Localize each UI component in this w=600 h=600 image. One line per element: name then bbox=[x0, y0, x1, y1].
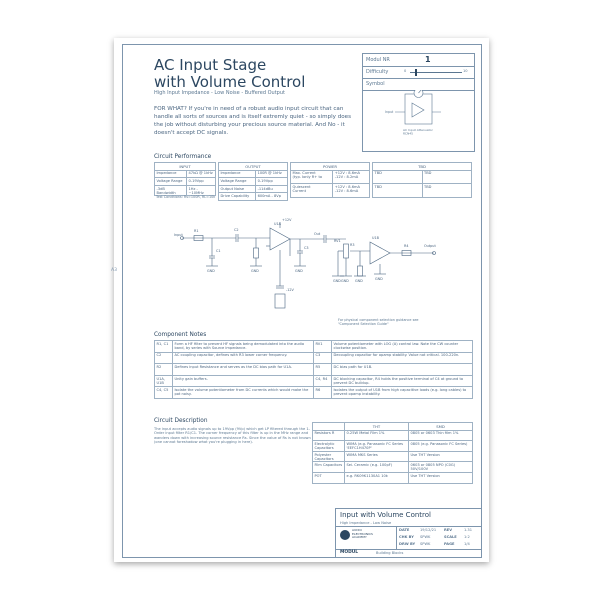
schematic-label: RV1 bbox=[334, 239, 341, 243]
document-sheet bbox=[111, 38, 489, 562]
tbd-table bbox=[372, 162, 472, 198]
input-table bbox=[154, 162, 216, 196]
schematic-label: U1B bbox=[372, 236, 379, 240]
note-text: Form a HF filter to prevent HF signals being demodulated into the audio band, by series with Source impedance. bbox=[173, 341, 314, 353]
schematic-label: GND bbox=[295, 269, 303, 273]
notes-row bbox=[155, 375, 473, 387]
parts-cell: 0603 or 0805 NPO (C0G) 50V/100V bbox=[409, 462, 473, 473]
schematic-label: R1 bbox=[194, 229, 199, 233]
cell: Voltage Range bbox=[155, 178, 187, 186]
cell: Quiescent Current bbox=[291, 184, 333, 198]
notes-heading: Component Notes bbox=[154, 332, 207, 338]
note-text: DC bias path for U1B. bbox=[332, 364, 473, 376]
cell: Impedance bbox=[219, 170, 256, 178]
rev-label: REV bbox=[444, 528, 453, 532]
note-text: AC coupling capacitor, defines with R3 lower corner frequency. bbox=[173, 352, 314, 364]
note-ref: C4, R4 bbox=[314, 375, 332, 387]
cell: 1Hz - ~10MHz bbox=[187, 185, 216, 196]
scale-label: SCALE bbox=[444, 535, 457, 539]
intro-paragraph: FOR WHAT? If you're in need of a robust audio input circuit that can handle all sorts of sources and is itself extremly quiet - so simply does the job without disturbing your precious source material. And No - it doesn't accept DC signals. bbox=[154, 106, 352, 136]
schematic-label: C3 bbox=[304, 246, 309, 250]
parts-cell: e.g. RK09K1130A1 10k bbox=[345, 472, 409, 483]
parts-header: SMD bbox=[409, 423, 473, 431]
drw-label: DRW BY bbox=[399, 542, 416, 546]
schematic-label: R3 bbox=[350, 243, 355, 247]
schematic-label: GND bbox=[333, 279, 341, 283]
cell: 600mA - 8Vp bbox=[256, 193, 288, 201]
note-ref: C4, C5 bbox=[155, 387, 173, 399]
note-ref: U1A, U1B bbox=[155, 375, 173, 387]
parts-table bbox=[312, 422, 473, 484]
input-header: INPUT bbox=[155, 163, 216, 171]
schematic-label: U1A bbox=[274, 222, 281, 226]
parts-cell: WIMA (e.g. Panasonic FC Series 'EEFC1H470P' bbox=[345, 441, 409, 452]
note-ref: R5 bbox=[314, 364, 332, 376]
module-meta-box bbox=[362, 53, 475, 152]
note-text: Unity gain buffers. bbox=[173, 375, 314, 387]
notes-row bbox=[155, 352, 473, 364]
parts-header bbox=[313, 423, 345, 431]
schematic-label: C2 bbox=[234, 228, 239, 232]
note-text: Decoupling capacitor for opamp stability. Value not critical. 100-220n. bbox=[332, 352, 473, 364]
title-line-1: AC Input Stage bbox=[154, 56, 267, 74]
cell: TBD bbox=[422, 170, 472, 184]
cell: Impedance bbox=[155, 170, 187, 178]
output-header: OUTPUT bbox=[219, 163, 288, 171]
cell: Output Noise bbox=[219, 185, 256, 193]
note-text: Isolates the output of U1B from high capacitive loads (e.g. long cables) to prevent opamp instability. bbox=[332, 387, 473, 399]
cell: Drive Capability bbox=[219, 193, 256, 201]
parts-row bbox=[313, 430, 473, 441]
symbol-label: Symbol bbox=[366, 81, 385, 87]
note-ref: C3 bbox=[314, 352, 332, 364]
description-heading: Circuit Description bbox=[154, 418, 208, 424]
parts-cell: 0805 or 0603 Thin film 1% bbox=[409, 430, 473, 441]
output-table bbox=[218, 162, 288, 201]
schematic-label: Input bbox=[174, 233, 183, 237]
schematic-label: GND bbox=[375, 277, 383, 281]
modul-label: Modul NR bbox=[366, 57, 390, 63]
notes-row bbox=[155, 364, 473, 376]
notes-row bbox=[155, 341, 473, 353]
note-ref: RV1 bbox=[314, 341, 332, 353]
difficulty-min: 0 bbox=[404, 69, 407, 73]
schematic-label: GND bbox=[207, 269, 215, 273]
chk-value: SPWK bbox=[420, 535, 431, 539]
note-ref: R2 bbox=[155, 364, 173, 376]
schematic-label: GND bbox=[355, 279, 363, 283]
cell: 0-19Vpp bbox=[256, 178, 288, 186]
page-label: PAGE bbox=[444, 542, 455, 546]
title-line-2: with Volume Control bbox=[154, 73, 306, 91]
note-text: DC blocking capacitor, R4 holds the positive terminal of C4 at ground to prevent DC buildup. bbox=[332, 375, 473, 387]
chk-label: CHK BY bbox=[399, 535, 414, 539]
parts-cell: 0.25W Metal Film 1% bbox=[345, 430, 409, 441]
parts-row bbox=[313, 472, 473, 483]
cell: 47kΩ @ 1kHz bbox=[187, 170, 216, 178]
power-header: POWER bbox=[291, 163, 370, 171]
note-ref: C2 bbox=[155, 352, 173, 364]
difficulty-track bbox=[410, 72, 462, 73]
difficulty-marker bbox=[415, 69, 417, 76]
notes-table bbox=[154, 340, 473, 399]
parts-row bbox=[313, 441, 473, 452]
schematic-label: GND bbox=[251, 269, 259, 273]
page-subtitle: High Input Impedance - Low Noise - Buffered Output bbox=[154, 90, 285, 96]
cell: 100R @ 1kHz bbox=[256, 170, 288, 178]
schematic-label: R4 bbox=[404, 244, 409, 248]
schematic-label: -12V bbox=[286, 288, 294, 292]
symbol-box bbox=[405, 94, 432, 124]
performance-heading: Circuit Performance bbox=[154, 154, 212, 160]
tbd-header: TBD bbox=[373, 163, 472, 171]
parts-cell: Use THT Version bbox=[409, 472, 473, 483]
parts-cell: Use THT Version bbox=[409, 451, 473, 462]
schematic-label: C1 bbox=[216, 249, 221, 253]
date-value: 19/12/21 bbox=[420, 528, 437, 532]
drw-value: SPWK bbox=[420, 542, 431, 546]
symbol-input-label: Input bbox=[385, 110, 394, 114]
symbol-caption: AC Input Attenuator RCN45 bbox=[403, 128, 433, 136]
scale-value: 1:2 bbox=[464, 535, 470, 539]
modul-value: 1 bbox=[425, 55, 431, 64]
schematic-note: For physical component selection guidance see "Component Selection Guide" bbox=[338, 318, 419, 326]
cell: 0-19Vpp bbox=[187, 178, 216, 186]
page-title bbox=[154, 57, 305, 91]
parts-cell: Electrolytic Capacitors bbox=[313, 441, 345, 452]
rev-value: 1.31 bbox=[464, 528, 473, 532]
symbol-knob-icon bbox=[414, 90, 423, 98]
edge-mark: A3 bbox=[111, 268, 117, 273]
cell: Max. Current (typ. Ionly R+ to bbox=[291, 170, 333, 184]
schematic-label: Output bbox=[424, 244, 436, 248]
parts-cell: POT bbox=[313, 472, 345, 483]
description-text: The input accepts audio signals up to 19Vpp (9Vp) which get LP filtered through the 1-Order input filter R1/C1. The corner frequency of this filter is up in the MHz range and wanders down with increasing source resistance Rs. Since the value of Rs is not known (one cannot foreshadow what you're plugging in here). bbox=[154, 427, 311, 445]
parts-cell: 0805 (e.g. Panasonic FC Series) bbox=[409, 441, 473, 452]
cell: TBD bbox=[373, 170, 423, 184]
titleblock-title: Input with Volume Control bbox=[340, 511, 431, 519]
academy-logo-icon bbox=[340, 530, 350, 540]
note-text: Defines input Resistance and serves as the DC bias path for U1A. bbox=[173, 364, 314, 376]
cell: TBD bbox=[422, 184, 472, 198]
schematic-label: GND bbox=[341, 279, 349, 283]
note-text: Volume potentiometer with LOG (A) control law. Note the CW counter clockwise position. bbox=[332, 341, 473, 353]
note-ref: R1, C1 bbox=[155, 341, 173, 353]
schematic-label: +12V bbox=[282, 218, 292, 222]
difficulty-max: 10 bbox=[463, 69, 468, 73]
note-text: Isolate the volume potentiometer from DC currents which would make the pot noisy. bbox=[173, 387, 314, 399]
parts-cell: Polyester Capacitors bbox=[313, 451, 345, 462]
cell: -3dB Bandwidth bbox=[155, 185, 187, 196]
parts-cell: Sei. Ceramic (e.g. 100pF) bbox=[345, 462, 409, 473]
titleblock-subtitle: High Impedance - Low Noise bbox=[340, 521, 392, 525]
parts-row bbox=[313, 462, 473, 473]
difficulty-label: Difficulty bbox=[366, 69, 389, 75]
cell: +12V : 8.6mA -12V : 8.2mA bbox=[333, 170, 370, 184]
parts-row bbox=[313, 451, 473, 462]
schematic-label: Out bbox=[314, 232, 321, 236]
cell: -114dBu bbox=[256, 185, 288, 193]
notes-row bbox=[155, 387, 473, 399]
cell: Voltage Range bbox=[219, 178, 256, 186]
buffer-triangle-icon bbox=[412, 103, 424, 117]
input-note: Test Conditions: Rs=100R, RL=10k bbox=[156, 195, 216, 199]
date-label: DATE bbox=[399, 528, 410, 532]
power-table bbox=[290, 162, 370, 198]
page-value: 1/4 bbox=[464, 542, 470, 546]
modul-footer-value: Building Blocks bbox=[376, 551, 404, 555]
title-block bbox=[335, 508, 482, 558]
logo-text: AUDIO ELECTRONICS ACADEMY bbox=[352, 528, 373, 540]
cell: TBD bbox=[373, 184, 423, 198]
parts-header: THT bbox=[345, 423, 409, 431]
note-ref: R6 bbox=[314, 387, 332, 399]
circuit-schematic bbox=[174, 216, 444, 316]
modul-footer-label: MODUL bbox=[340, 550, 359, 555]
parts-cell: WIMA MKS Series bbox=[345, 451, 409, 462]
symbol-graphic bbox=[363, 90, 474, 150]
cell: +12V : 8.6mA -12V : 8.6mA bbox=[333, 184, 370, 198]
parts-cell: Film Capacitors bbox=[313, 462, 345, 473]
parts-cell: Resistors R bbox=[313, 430, 345, 441]
